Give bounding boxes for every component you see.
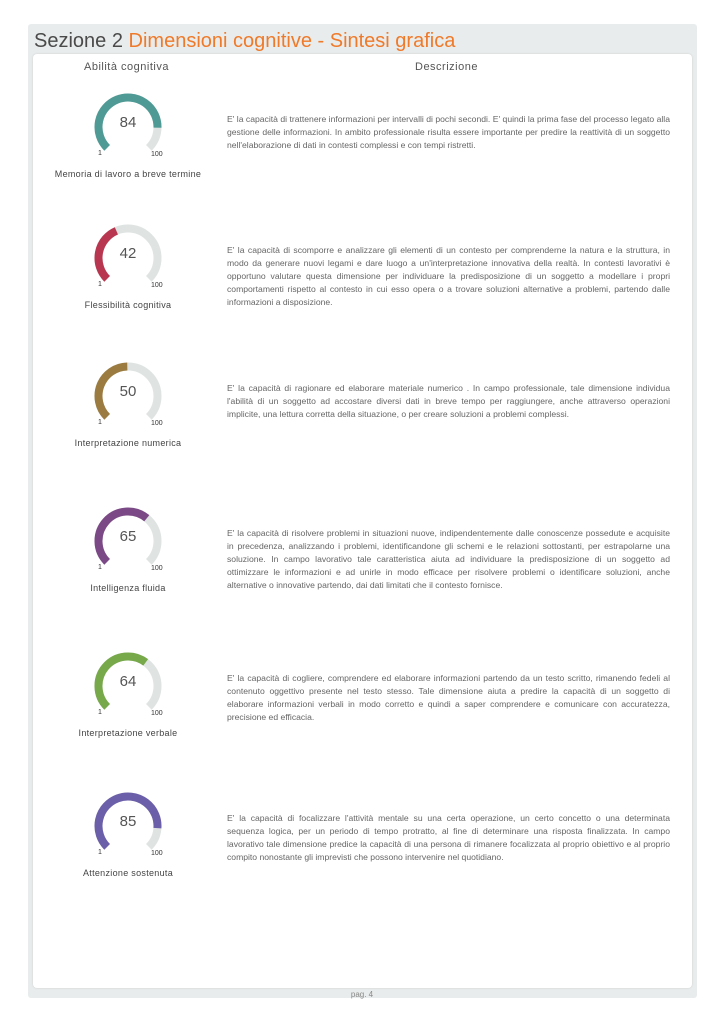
gauge-max-label: 100 [151, 282, 163, 289]
gauge-max-label: 100 [151, 850, 163, 857]
gauge-value: 64 [119, 673, 137, 690]
column-header-description: Descrizione [415, 61, 478, 73]
gauge-value: 65 [119, 528, 137, 545]
gauge-min-label: 1 [98, 150, 102, 157]
ability-description: E' la capacità di ragionare ed elaborare materiale numerico . In campo professionale, tale dimensione individua l'abilità di un soggetto ad accostare diversi dati in breve tempo per raggiungere, anche attraverso operazioni implicite, una lettura corretta della situazione, o per creare soluzioni a problemi complessi. [227, 383, 670, 419]
score-gauge [94, 652, 162, 720]
ability-description: E' la capacità di focalizzare l'attività mentale su una certa operazione, un certo concetto o una determinata sequenza logica, per un periodo di tempo protratto, al fine di determinare una risposta finalizzata. In campo lavorativo tale dimensione predice la capacità di una persona di rimanere focalizzata al proprio obiettivo e al proprio compito nonostante gli imprevisti che possono intervenire nel quotidiano. [227, 813, 670, 862]
ability-label: Attenzione sostenuta [82, 868, 174, 878]
score-gauge [94, 224, 162, 292]
gauge-value: 50 [119, 383, 137, 400]
ability-description: E' la capacità di scomporre e analizzare gli elementi di un contesto per comprenderne la natura e la struttura, in modo da generare nuovi legami e dare luogo a un'interpretazione innovativa della realtà. In contesti lavorativi è opportuno valutare questa dimensione per individuare la predisposizione di un soggetto a modellare i propri comportamenti rispetto al contesto in cui esso opera o a trovare soluzioni alternative a problemi, partendo dalle informazioni a disposizione. [227, 245, 670, 307]
section-number: Sezione 2 [34, 30, 123, 52]
score-gauge [94, 362, 162, 430]
score-gauge [94, 93, 162, 161]
ability-label: Memoria di lavoro a breve termine [54, 169, 202, 179]
score-gauge [94, 792, 162, 860]
ability-label: Intelligenza fluida [90, 583, 166, 593]
ability-description: E' la capacità di risolvere problemi in situazioni nuove, indipendentemente dalle conoscenze possedute e acquisite in precedenza, analizzando i problemi, identificandone gli schemi e le relazioni sottostanti, per estrapolarne una soluzione. In campo lavorativo tale caratteristica aiuta ad individuare la predisposizione di un soggetto ad ottimizzare le informazioni e ad unirle in modo efficace per risolvere problemi o identificare soluzioni, anche alternative o innovative partendo, dai dati limitati che il contesto fornisce. [227, 528, 670, 590]
ability-label: Interpretazione numerica [74, 438, 182, 448]
page-number: pag. 4 [350, 990, 374, 999]
ability-label: Interpretazione verbale [78, 728, 178, 738]
gauge-max-label: 100 [151, 565, 163, 572]
page-title [34, 28, 455, 54]
gauge-min-label: 1 [98, 709, 102, 716]
score-gauge [94, 507, 162, 575]
gauge-min-label: 1 [98, 419, 102, 426]
section-title: Dimensioni cognitive - Sintesi grafica [128, 30, 456, 52]
gauge-max-label: 100 [151, 710, 163, 717]
ability-description: E' la capacità di cogliere, comprendere ed elaborare informazioni partendo da un testo scritto, rimanendo fedeli al contenuto oggettivo presente nel testo stesso. Tale dimensione aiuta a predire la capacità di un soggetto di elaborare informazioni verbali in modo corretto e quindi a saper comprendere e comunicare con accuratezza, precisione ed efficacia. [227, 673, 670, 722]
gauge-min-label: 1 [98, 849, 102, 856]
column-header-ability: Abilità cognitiva [84, 61, 169, 73]
gauge-value: 85 [119, 813, 137, 830]
gauge-max-label: 100 [151, 151, 163, 158]
ability-description: E' la capacità di trattenere informazioni per intervalli di pochi secondi. E' quindi la prima fase del processo legato alla gestione delle informazioni. In ambito professionale risulta essere importante per predire la reattività di un soggetto nell'elaborazione di dati in contesti complessi e con tempi ristretti. [227, 114, 670, 150]
gauge-min-label: 1 [98, 564, 102, 571]
gauge-max-label: 100 [151, 420, 163, 427]
gauge-min-label: 1 [98, 281, 102, 288]
gauge-value: 84 [119, 114, 137, 131]
ability-label: Flessibilità cognitiva [84, 300, 172, 310]
gauge-value: 42 [119, 245, 137, 262]
